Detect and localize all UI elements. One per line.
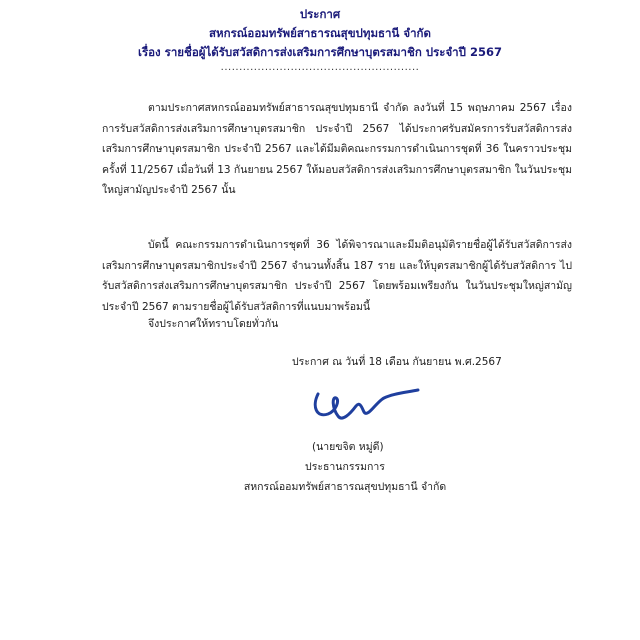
dotted-divider: ...................................................... bbox=[220, 62, 420, 73]
signer-position: ประธานกรรมการ bbox=[305, 461, 385, 473]
body-paragraph-2: บัดนี้ คณะกรรมการดำเนินการชุดที่ 36 ได้พิจารณาและมีมติอนุมัติรายชื่อผู้ได้รับสวัสดิการส่งเสริมการศึกษาบุตรสมาชิกประจำปี 2567 จำนวนทั้งสิ้น 187 ราย และให้บุตรสมาชิกผู้ได้รับสวัสดิการ ไปรับสวัสดิการส่งเสริมการศึกษาบุตรสมาชิก ประจำปี 2567 โดยพร้อมเพรียงกัน ในวันประชุมใหญ่สามัญประจำปี 2567 ตามรายชื่อผู้ได้รับสวัสดิการที่แนบมาพร้อมนี้ bbox=[102, 239, 572, 313]
signature-scribble bbox=[306, 384, 426, 434]
body-paragraph-3: จึงประกาศให้ทราบโดยทั่วกัน bbox=[148, 318, 279, 330]
announcement-date: ประกาศ ณ วันที่ 18 เดือน กันยายน พ.ศ.2567 bbox=[292, 356, 502, 368]
organization-name: สหกรณ์ออมทรัพย์สาธารณสุขปทุมธานี จำกัด bbox=[209, 26, 431, 40]
signature-stroke bbox=[315, 390, 418, 418]
document-subject: เรื่อง รายชื่อผู้ได้รับสวัสดิการส่งเสริมการศึกษาบุตรสมาชิก ประจำปี 2567 bbox=[138, 45, 502, 59]
signer-name: (นายขจิต หมู่ดี) bbox=[312, 441, 384, 453]
document-title: ประกาศ bbox=[299, 7, 341, 21]
body-paragraph-1: ตามประกาศสหกรณ์ออมทรัพย์สาธารณสุขปทุมธานี จำกัด ลงวันที่ 15 พฤษภาคม 2567 เรื่อง การรับสวัสดิการส่งเสริมการศึกษาบุตรสมาชิก ประจำปี 2567 ได้ประกาศรับสมัครการรับสวัสดิการส่งเสริมการศึกษาบุตรสมาชิก ประจำปี 2567 และได้มีมติคณะกรรมการดำเนินการชุดที่ 36 ในคราวประชุมครั้งที่ 11/2567 เมื่อวันที่ 13 กันยายน 2567 ให้มอบสวัสดิการส่งเสริมการศึกษาบุตรสมาชิก ในวันประชุมใหญ่สามัญประจำปี 2567 นั้น bbox=[102, 102, 572, 196]
signer-organization: สหกรณ์ออมทรัพย์สาธารณสุขปทุมธานี จำกัด bbox=[243, 481, 447, 493]
